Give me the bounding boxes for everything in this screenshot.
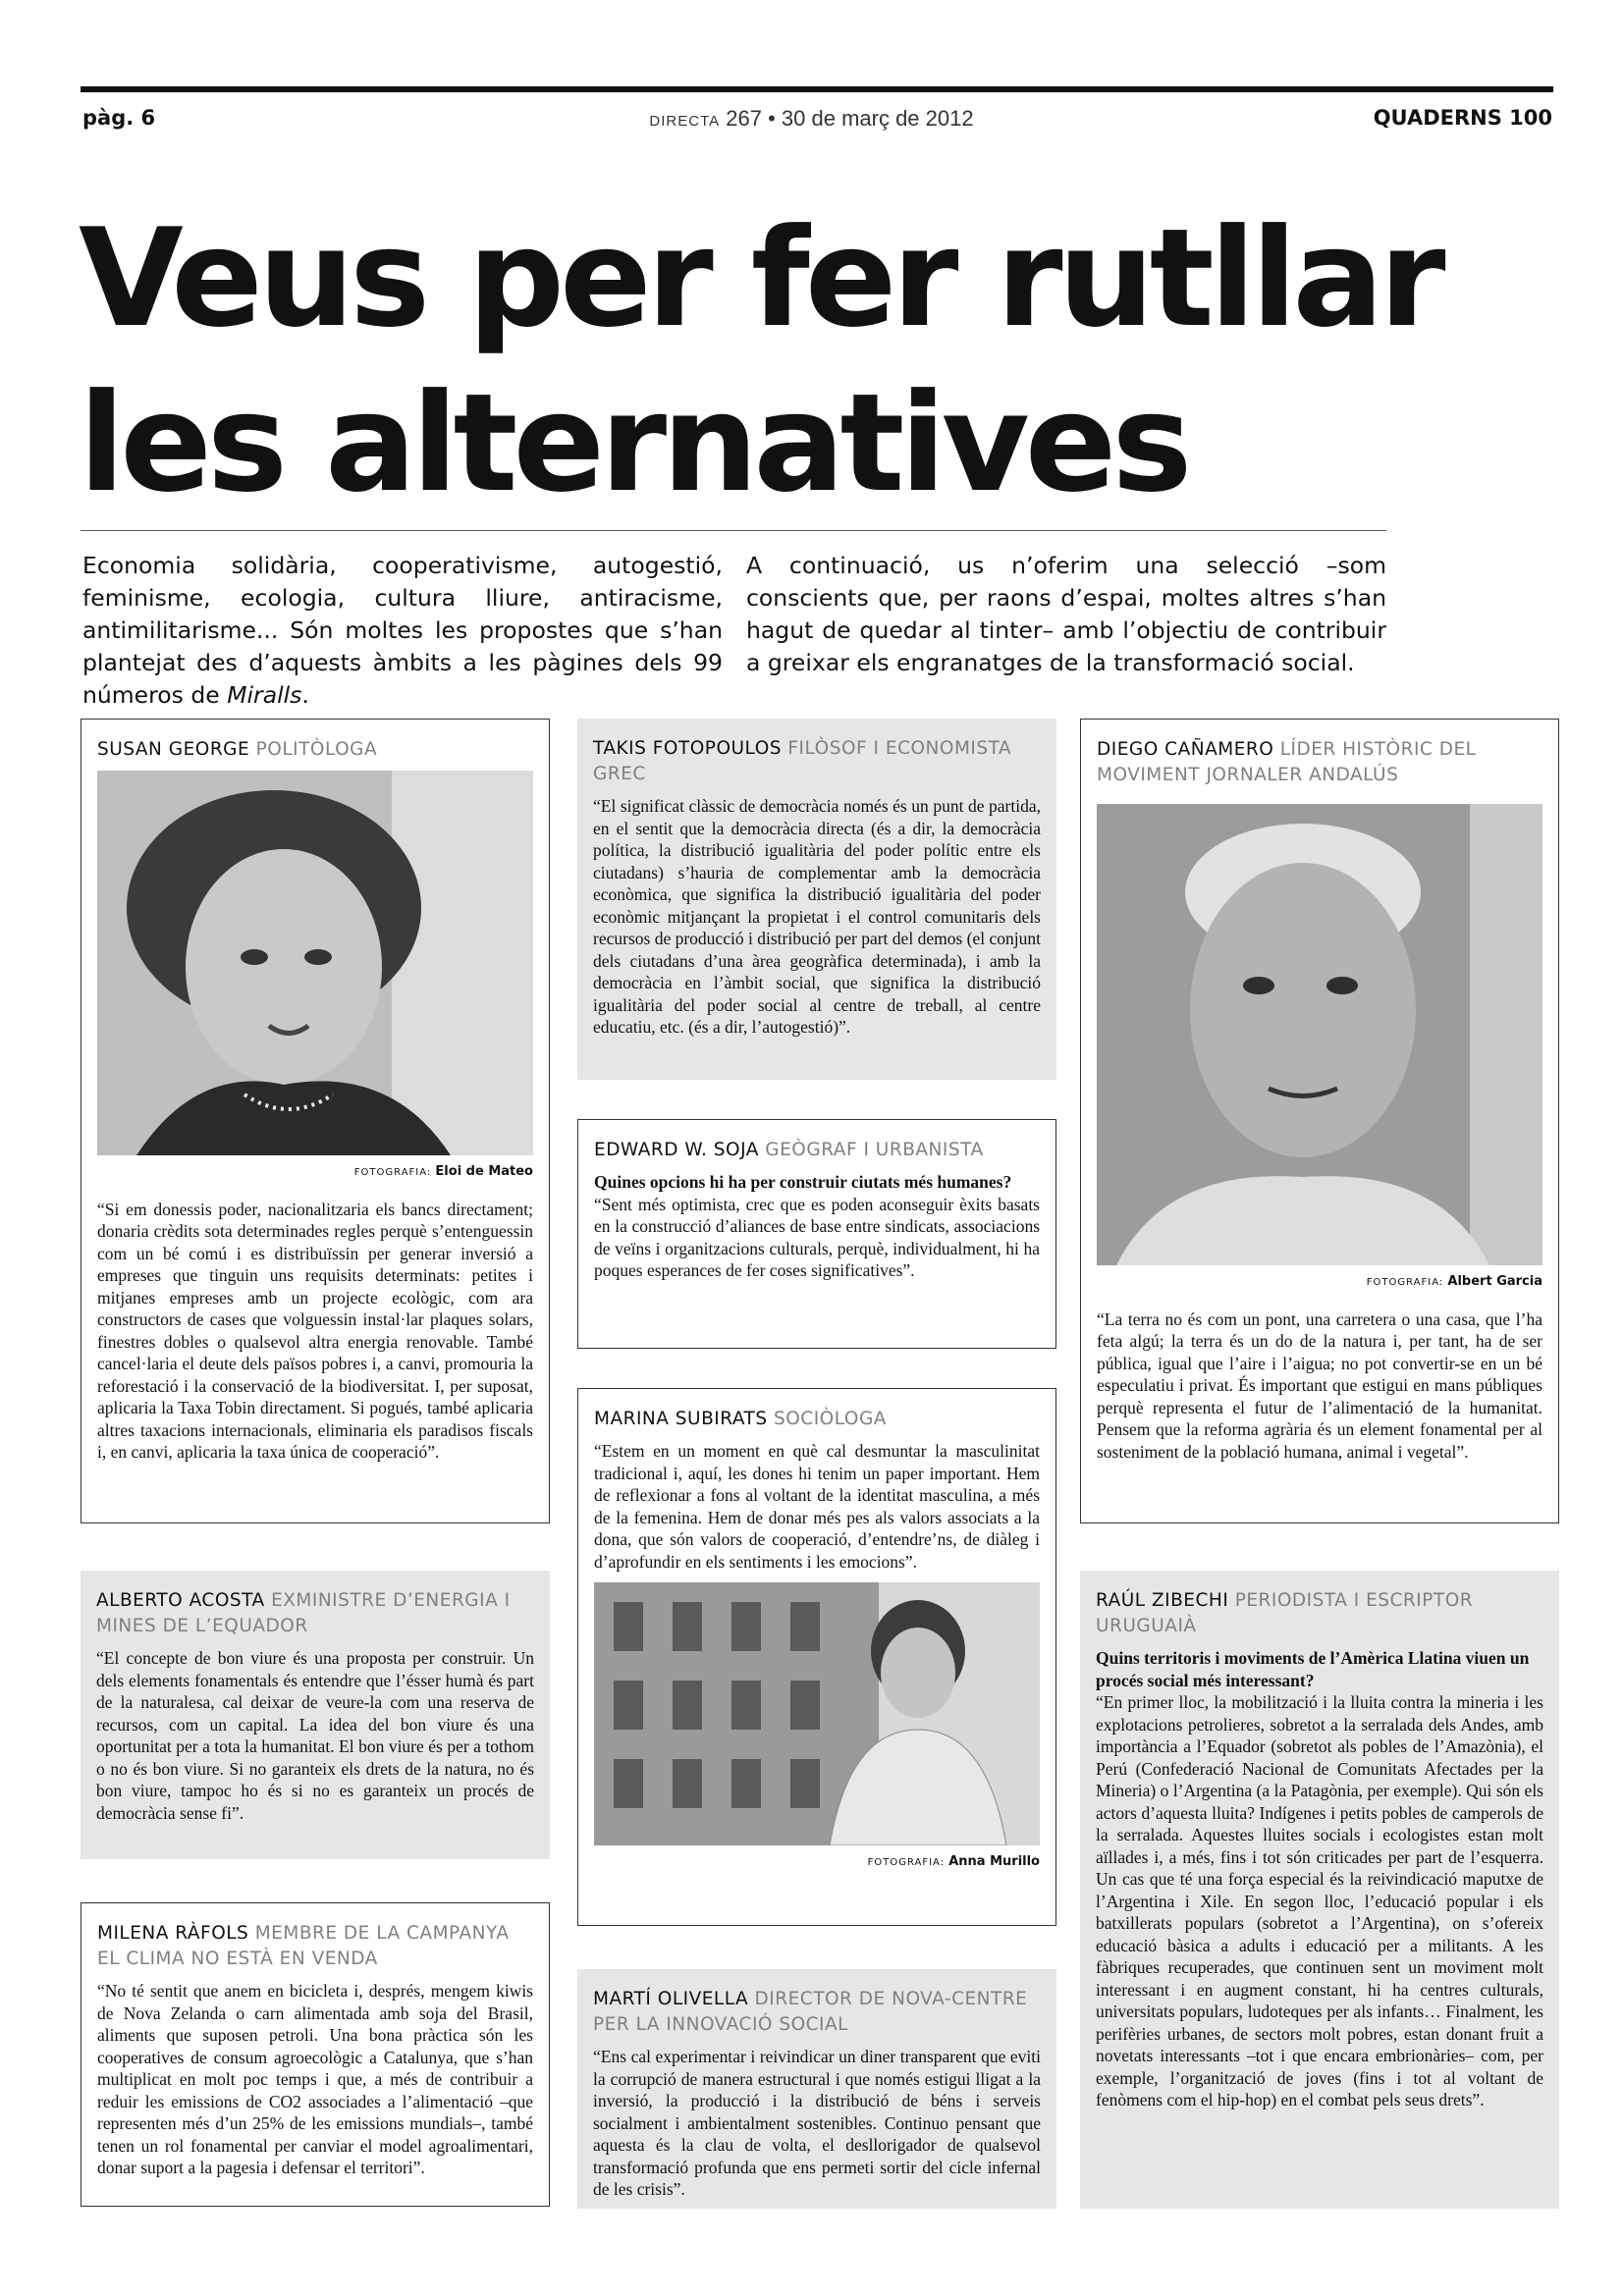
- person-role: SOCIÒLOGA: [774, 1409, 887, 1429]
- credit-label: FOTOGRAFIA:: [1366, 1277, 1444, 1288]
- publication-name: DIRECTA: [649, 113, 721, 130]
- person-role: LÍDER HISTÒRIC DEL MOVIMENT JORNALER ANDALÚS: [1097, 739, 1477, 785]
- photo-credit: [1097, 1271, 1542, 1295]
- person-role: PERIODISTA I ESCRIPTOR URUGUAIÀ: [1096, 1590, 1474, 1636]
- intro-left: [82, 550, 723, 712]
- page-number: pàg. 6: [82, 106, 156, 130]
- person-name: RAÚL ZIBECHI: [1096, 1590, 1229, 1611]
- person-name: MARTÍ OLIVELLA: [593, 1989, 749, 2009]
- person-role: POLITÒLOGA: [255, 739, 378, 760]
- portrait-image: [97, 771, 533, 1155]
- person-role: EXMINISTRE D’ENERGIA I MINES DE L’EQUADOR: [96, 1590, 511, 1636]
- box-header: [97, 1921, 533, 1972]
- person-name: SUSAN GEORGE: [97, 739, 250, 760]
- person-name: MARINA SUBIRATS: [594, 1409, 768, 1429]
- box-header: [96, 1588, 534, 1639]
- quote-text: “Sent més optimista, crec que es poden aconseguir èxits basats en la construcció d’aliances de base entre sindicats, associacions de veïns i organitzacions culturals, perquè, individualment, hi ha poques esperances de fer coses significatives”.: [594, 1194, 1040, 1280]
- headline: Veus per fer rutllar les alternatives: [79, 199, 1441, 522]
- credit-name: Eloi de Mateo: [435, 1164, 533, 1179]
- photo-susan-george: [97, 771, 533, 1155]
- interview-question: Quines opcions hi ha per construir ciutats més humanes?: [594, 1172, 1012, 1192]
- box-header: [594, 1138, 1040, 1163]
- box-susan-george: [81, 719, 550, 1523]
- credit-name: Anna Murillo: [948, 1854, 1040, 1869]
- portrait-image: [1097, 804, 1542, 1265]
- box-header: [1096, 1588, 1543, 1639]
- quote-text: “El concepte de bon viure és una proposta per construir. Un dels elements fonamentals és entendre que l’ésser humà és part de la naturalesa, cal deixar de veure-la com una reserva de recursos, com un capital. La idea del bon viure és una oportunitat per a tota la humanitat. El bon viure és per a tothom o no és bon viure. Si no garanteix els drets de la natura, no és bon viure, tampoc ho és si no es garanteix un procés de democràcia sense fi”.: [96, 1648, 534, 1823]
- photo-credit: [97, 1161, 533, 1185]
- box-header: [1097, 737, 1542, 788]
- box-marti-olivella: [577, 1969, 1056, 2209]
- intro-right: A continuació, us n’oferim una selecció –som conscients que, per raons d’espai, moltes altres s’han hagut de quedar al tinter– amb l’objectiu de contribuir a greixar els engranatges de la transformació social.: [746, 552, 1386, 676]
- person-role: DIRECTOR DE NOVA-CENTRE PER LA INNOVACIÓ SOCIAL: [593, 1989, 1028, 2035]
- quote-text: “Ens cal experimentar i reivindicar un diner transparent que eviti la corrupció de manera estructural i que només estigui lligat a la inversió, la producció i la distribució de béns i serveis socialment i ambientalment sostenibles. Continuo pensant que aquesta és la clau de volta, el desllorigador de qualsevol transformació profunda que ens permeti sortir del cicle infernal de les crisis”.: [593, 2047, 1041, 2199]
- box-header: [593, 1987, 1041, 2038]
- publication-date: 267 • 30 de març de 2012: [726, 106, 974, 131]
- credit-label: FOTOGRAFIA:: [353, 1167, 432, 1178]
- intro-left-text: Economia solidària, cooperativisme, autogestió, feminisme, ecologia, cultura lliure, antiracisme, antimilitarisme... Són moltes les propostes que s’han plantejat des d’aquests àmbits a les pàgines dels 99 números de: [82, 552, 723, 709]
- box-marina-subirats: [577, 1388, 1056, 1926]
- photo-marina-subirats: [594, 1582, 1040, 1845]
- box-alberto-acosta: [81, 1571, 550, 1859]
- person-name: DIEGO CAÑAMERO: [1097, 739, 1274, 760]
- photo-diego-canamero: [1097, 804, 1542, 1265]
- credit-name: Albert Garcia: [1447, 1274, 1542, 1289]
- box-milena-rafols: [81, 1902, 550, 2207]
- quote-text: “Estem en un moment en què cal desmuntar la masculinitat tradicional i, aquí, les dones hi tenim un paper important. Hem de reflexionar a fons al voltant de la identitat masculina, a més de la femenina. Hem de donar més pes als valors associats a la dona, que són valors de cooperació, d’entendre’ns, de diàleg i d’aprofundir en els sentiments i les emocions”.: [594, 1441, 1040, 1572]
- person-name: EDWARD W. SOJA: [594, 1140, 759, 1160]
- box-diego-canamero: [1080, 719, 1559, 1523]
- portrait-image: [594, 1582, 1040, 1845]
- credit-label: FOTOGRAFIA:: [867, 1857, 946, 1868]
- section-name: QUADERNS 100: [1373, 106, 1552, 130]
- person-role: FILÒSOF I ECONOMISTA GREC: [593, 738, 1012, 784]
- photo-credit: [594, 1851, 1040, 1875]
- intro-left-end: .: [301, 681, 309, 709]
- box-takis-fotopoulos: [577, 719, 1056, 1080]
- top-rule: [81, 86, 1553, 92]
- box-raul-zibechi: [1080, 1571, 1559, 2209]
- box-edward-soja: [577, 1119, 1056, 1349]
- interview-question: Quins territoris i moviments de l’Amèrica Llatina viuen un procés social més interessant?: [1096, 1648, 1530, 1690]
- intro-left-em: Miralls: [227, 681, 302, 709]
- quote-text: “No té sentit que anem en bicicleta i, després, mengem kiwis de Nova Zelanda o carn alimentada amb soja del Brasil, aliments que suposen petroli. Una bona pràctica són les cooperatives de consum agroecològic a Catalunya, que s’han multiplicat en molt poc temps i que, a més de contribuir a reduir les emissions de CO2 associades a l’alimentació –que representen més d’un 25% de les emissions mundials–, també tenen un rol fonamental per canviar el model agroalimentari, donar suport a la pagesia i defensar el territori”.: [97, 1981, 533, 2177]
- quote-text: “La terra no és com un pont, una carretera o una casa, que l’ha feta algú; la terra és un do de la natura i, per tant, ha de ser pública, igual que l’aire i l’aigua; no pot convertir-se en un bé especulatiu i privat. És important que estigui en mans públiques perquè representa el futur de l’alimentació de la humanitat. Pensem que la reforma agrària és un element fonamental per al sosteniment de la població humana, animal i vegetal”.: [1097, 1308, 1542, 1462]
- quote-text: “El significat clàssic de democràcia només és un punt de partida, en el sentit que la democràcia directa (és a dir, la democràcia política, la distribució igualitària del poder polític entre els ciutadans) s’hauria de complementar amb la democràcia econòmica, que significa la distribució igualitària del poder econòmic mitjançant la propietat i el control comunitaris dels recursos de producció i distribució per part del demos (el conjunt dels ciutadans d’una àrea geogràfica determinada), i amb la democràcia en l’àmbit social, que significa la distribució igualitària del poder social al centre de treball, al centre educatiu, etc. (és a dir, l’autogestió)”.: [593, 796, 1041, 1037]
- person-name: ALBERTO ACOSTA: [96, 1590, 265, 1611]
- quote-text: “En primer lloc, la mobilització i la lluita contra la mineria i les explotacions petrolieres, sobretot a la serralada dels Andes, amb importància a l’Equador (sobretot als pobles de l’Amazònia), el Perú (Confederació Nacional de Comunitats Afectades per la Mineria) o l’Argentina (a la Patagònia, per exemple). Qui són els actors d’aquesta lluita? Indígenes i petits pobles de camperols de la serralada. Aquestes lluites socials i ecologistes estan molt aïllades i, a més, fins i tot són criticades per part de l’esquerra. Un cas que té una força especial és la reivindicació maputxe de l’Argentina i Xile. En segon lloc, l’educació popular i els batxillerats populars (sobretot a l’Argentina), on s’ofereix educació bàsica a adults i educació per a militants. A les fàbriques recuperades, que continuen sent un moviment molt interessant i en augment constant, hi ha centres culturals, universitats populars, ludoteques per als infants… Finalment, les perifèries urbanes, de sectors molt pobres, estan donant fruit a novetats interessants –tot i que encara embrionàries– com, per exemple, l’organització de joves (fins i tot al voltant de fenòmens com el hip-hop) en el combat pels seus drets”.: [1096, 1692, 1543, 2109]
- box-header: [594, 1407, 1040, 1432]
- box-header: [97, 737, 533, 763]
- person-role: MEMBRE DE LA CAMPANYA EL CLIMA NO ESTÀ EN VENDA: [97, 1923, 510, 1969]
- quote-text: “Si em donessis poder, nacionalitzaria els bancs directament; donaria crèdits sota determinades regles perquè s’entenguessin com un bé comú i es distribuïssin per generar inversió a empreses que tinguin uns requisits determinats: petites i mitjanes empreses amb un projecte ecològic, com ara constructors de cases que volguessin instal·lar plaques solars, finestres dobles o qualsevol altra energia renovable. També cancel·laria el deute dels països pobres i, a canvi, promouria la reforestació i la conservació de la biodiversitat. I, per suposat, aplicaria la Taxa Tobin directament. Si pogués, també aplicaria altres taxacions internacionals, eliminaria els paradisos fiscals i, en canvi, aplicaria la taxa única de cooperació”.: [97, 1199, 533, 1462]
- person-name: TAKIS FOTOPOULOS: [593, 738, 783, 759]
- box-header: [593, 736, 1041, 787]
- headline-rule: [81, 530, 1386, 531]
- person-name: MILENA RÀFOLS: [97, 1923, 249, 1944]
- person-role: GEÒGRAF I URBANISTA: [765, 1140, 984, 1160]
